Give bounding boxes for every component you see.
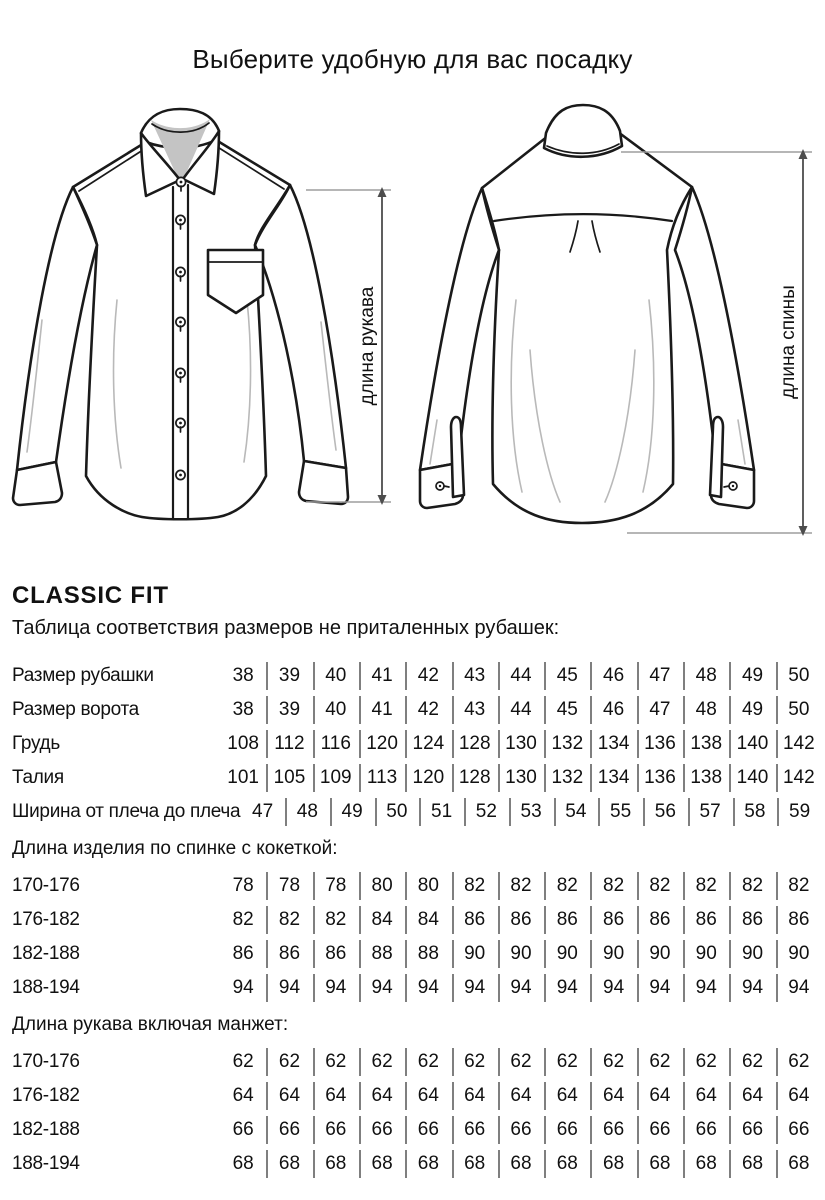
size-cell: 59 [777, 795, 822, 829]
size-cell: 86 [232, 943, 254, 964]
row-label: 170-176 [12, 1051, 80, 1072]
row-values [220, 971, 822, 1005]
size-cell: 86 [266, 937, 312, 971]
size-cell: 86 [776, 903, 822, 937]
size-cell: 68 [232, 1153, 254, 1174]
size-cell: 82 [498, 869, 544, 903]
size-cell: 49 [729, 659, 775, 693]
size-cell: 66 [452, 1113, 498, 1147]
size-cell: 38 [232, 699, 254, 720]
size-cell: 128 [452, 727, 498, 761]
size-cell: 50 [776, 693, 822, 727]
size-cell: 62 [637, 1045, 683, 1079]
size-cell: 62 [405, 1045, 451, 1079]
size-cell: 94 [498, 971, 544, 1005]
size-cell: 44 [498, 693, 544, 727]
size-cell: 66 [266, 1113, 312, 1147]
size-cell: 94 [590, 971, 636, 1005]
size-cell: 64 [498, 1079, 544, 1113]
size-cell: 86 [498, 903, 544, 937]
size-cell: 94 [683, 971, 729, 1005]
size-cell: 66 [729, 1113, 775, 1147]
size-cell: 62 [452, 1045, 498, 1079]
arrow-down-icon [799, 526, 808, 536]
size-cell: 49 [729, 693, 775, 727]
size-cell: 57 [688, 795, 733, 829]
row-label: 182-188 [12, 943, 80, 964]
size-cell: 47 [252, 801, 274, 822]
size-cell: 94 [266, 971, 312, 1005]
row-label: Размер рубашки [12, 665, 154, 686]
size-cell: 94 [729, 971, 775, 1005]
size-cell: 46 [590, 693, 636, 727]
size-cell: 50 [375, 795, 420, 829]
row-label: 188-194 [12, 1153, 80, 1174]
row-label: 188-194 [12, 977, 80, 998]
size-cell: 68 [729, 1147, 775, 1181]
table-row [12, 1045, 822, 1079]
size-cell: 41 [359, 693, 405, 727]
size-cell: 47 [637, 659, 683, 693]
row-label: Ширина от плеча до плеча [12, 801, 241, 822]
size-cell: 66 [590, 1113, 636, 1147]
size-cell: 138 [683, 727, 729, 761]
size-cell: 62 [266, 1045, 312, 1079]
size-cell: 80 [405, 869, 451, 903]
row-values [220, 1147, 822, 1181]
size-cell: 88 [359, 937, 405, 971]
size-cell: 52 [464, 795, 509, 829]
size-cell: 94 [359, 971, 405, 1005]
size-cell: 120 [405, 761, 451, 795]
row-values [220, 937, 822, 971]
size-cell: 82 [266, 903, 312, 937]
size-cell: 82 [452, 869, 498, 903]
arrow-up-icon [378, 187, 387, 197]
size-cell: 84 [359, 903, 405, 937]
size-cell: 136 [637, 761, 683, 795]
table-row [12, 1079, 822, 1113]
size-cell: 48 [285, 795, 330, 829]
size-cell: 105 [266, 761, 312, 795]
size-cell: 132 [544, 727, 590, 761]
size-cell: 56 [643, 795, 688, 829]
size-cell: 48 [683, 659, 729, 693]
arrow-up-icon [799, 149, 808, 159]
size-cell: 82 [544, 869, 590, 903]
size-cell: 101 [227, 767, 259, 788]
size-cell: 39 [266, 659, 312, 693]
size-cell: 62 [776, 1045, 822, 1079]
button [176, 470, 185, 479]
size-cell: 82 [776, 869, 822, 903]
size-cell: 38 [232, 665, 254, 686]
table-row [12, 937, 822, 971]
size-cell: 66 [637, 1113, 683, 1147]
size-cell: 66 [359, 1113, 405, 1147]
size-cell: 64 [452, 1079, 498, 1113]
size-cell: 82 [683, 869, 729, 903]
size-cell: 86 [452, 903, 498, 937]
size-cell: 68 [637, 1147, 683, 1181]
size-cell: 138 [683, 761, 729, 795]
table-row [12, 1147, 822, 1181]
size-cell: 86 [544, 903, 590, 937]
front-right-cuff [299, 461, 348, 504]
size-cell: 62 [729, 1045, 775, 1079]
size-cell: 78 [266, 869, 312, 903]
table-row [12, 903, 822, 937]
row-label: 170-176 [12, 875, 80, 896]
size-cell: 94 [637, 971, 683, 1005]
table-row [12, 795, 822, 829]
size-cell: 142 [776, 761, 822, 795]
size-cell: 94 [405, 971, 451, 1005]
size-cell: 78 [232, 875, 254, 896]
size-cell: 130 [498, 727, 544, 761]
size-cell: 120 [359, 727, 405, 761]
size-cell: 68 [683, 1147, 729, 1181]
size-cell: 134 [590, 761, 636, 795]
size-cell: 82 [590, 869, 636, 903]
back-shirt-drawing [420, 105, 754, 523]
size-cell: 94 [452, 971, 498, 1005]
size-cell: 62 [359, 1045, 405, 1079]
size-cell: 68 [776, 1147, 822, 1181]
table-section-header: Длина изделия по спинке с кокеткой: [12, 838, 338, 859]
front-shirt-body [73, 140, 290, 519]
table-row [12, 693, 822, 727]
row-values [220, 693, 822, 727]
size-cell: 40 [313, 659, 359, 693]
front-left-cuff [13, 462, 62, 505]
table-row [12, 727, 822, 761]
size-cell: 84 [405, 903, 451, 937]
size-cell: 140 [729, 761, 775, 795]
row-values [220, 659, 822, 693]
size-cell: 132 [544, 761, 590, 795]
size-cell: 136 [637, 727, 683, 761]
row-values [220, 869, 822, 903]
size-cell: 94 [313, 971, 359, 1005]
row-label: Грудь [12, 733, 60, 754]
size-cell: 58 [733, 795, 778, 829]
size-cell: 66 [683, 1113, 729, 1147]
front-shirt-drawing [13, 109, 348, 519]
size-cell: 134 [590, 727, 636, 761]
page-title: Выберите удобную для вас посадку [192, 44, 633, 74]
table-row [12, 659, 822, 693]
size-cell: 62 [498, 1045, 544, 1079]
size-cell: 88 [405, 937, 451, 971]
size-cell: 86 [729, 903, 775, 937]
row-values [240, 795, 822, 829]
size-cell: 45 [544, 659, 590, 693]
size-cell: 49 [330, 795, 375, 829]
size-cell: 62 [313, 1045, 359, 1079]
size-cell: 43 [452, 693, 498, 727]
shirt-measurement-diagram [0, 90, 825, 545]
size-cell: 90 [498, 937, 544, 971]
row-label: 176-182 [12, 1085, 80, 1106]
size-cell: 66 [313, 1113, 359, 1147]
size-cell: 40 [313, 693, 359, 727]
size-cell: 94 [544, 971, 590, 1005]
size-cell: 64 [729, 1079, 775, 1113]
size-cell: 90 [776, 937, 822, 971]
back-left-placket [451, 417, 464, 497]
size-cell: 94 [232, 977, 254, 998]
row-values [220, 1079, 822, 1113]
size-cell: 54 [554, 795, 599, 829]
size-cell: 42 [405, 659, 451, 693]
size-cell: 128 [452, 761, 498, 795]
size-cell: 64 [683, 1079, 729, 1113]
row-values [220, 1045, 822, 1079]
table-section-header: Длина рукава включая манжет: [12, 1014, 289, 1035]
size-cell: 130 [498, 761, 544, 795]
size-cell: 82 [313, 903, 359, 937]
size-cell: 66 [544, 1113, 590, 1147]
size-cell: 82 [232, 909, 254, 930]
size-cell: 124 [405, 727, 451, 761]
size-cell: 68 [405, 1147, 451, 1181]
size-cell: 90 [590, 937, 636, 971]
size-cell: 66 [498, 1113, 544, 1147]
row-values [220, 727, 822, 761]
size-cell: 68 [452, 1147, 498, 1181]
size-cell: 64 [590, 1079, 636, 1113]
table-row [12, 869, 822, 903]
row-label: Размер ворота [12, 699, 139, 720]
size-cell: 90 [637, 937, 683, 971]
size-cell: 62 [232, 1051, 254, 1072]
size-cell: 62 [590, 1045, 636, 1079]
row-values [220, 1113, 822, 1147]
size-cell: 68 [590, 1147, 636, 1181]
size-cell: 90 [729, 937, 775, 971]
size-cell: 68 [498, 1147, 544, 1181]
size-cell: 78 [313, 869, 359, 903]
size-cell: 64 [405, 1079, 451, 1113]
size-cell: 66 [232, 1119, 254, 1140]
size-cell: 68 [313, 1147, 359, 1181]
size-cell: 82 [729, 869, 775, 903]
row-values [220, 761, 822, 795]
size-cell: 64 [359, 1079, 405, 1113]
size-cell: 68 [544, 1147, 590, 1181]
size-cell: 48 [683, 693, 729, 727]
size-cell: 45 [544, 693, 590, 727]
table-row [12, 971, 822, 1005]
table-subtitle: Таблица соответствия размеров не приталенных рубашек: [12, 617, 560, 639]
size-cell: 51 [419, 795, 464, 829]
size-cell: 64 [544, 1079, 590, 1113]
size-cell: 94 [776, 971, 822, 1005]
size-cell: 86 [637, 903, 683, 937]
table-row [12, 761, 822, 795]
sleeve-length-label: длина рукава [357, 286, 378, 406]
size-cell: 62 [544, 1045, 590, 1079]
arrow-down-icon [378, 495, 387, 505]
size-cell: 62 [683, 1045, 729, 1079]
row-label: 182-188 [12, 1119, 80, 1140]
fit-heading: CLASSIC FIT [12, 582, 169, 609]
size-cell: 142 [776, 727, 822, 761]
size-cell: 90 [544, 937, 590, 971]
size-cell: 68 [359, 1147, 405, 1181]
size-cell: 64 [776, 1079, 822, 1113]
size-cell: 90 [452, 937, 498, 971]
row-label: Талия [12, 767, 64, 788]
size-cell: 47 [637, 693, 683, 727]
size-cell: 53 [509, 795, 554, 829]
size-cell: 82 [637, 869, 683, 903]
size-cell: 44 [498, 659, 544, 693]
size-cell: 66 [405, 1113, 451, 1147]
size-cell: 50 [776, 659, 822, 693]
back-length-label: длина спины [778, 285, 799, 399]
size-cell: 90 [683, 937, 729, 971]
size-cell: 64 [313, 1079, 359, 1113]
back-right-placket [710, 417, 723, 497]
size-cell: 64 [637, 1079, 683, 1113]
table-row [12, 1113, 822, 1147]
size-cell: 116 [313, 727, 359, 761]
size-cell: 86 [590, 903, 636, 937]
size-cell: 113 [359, 761, 405, 795]
size-cell: 140 [729, 727, 775, 761]
row-label: 176-182 [12, 909, 80, 930]
size-cell: 66 [776, 1113, 822, 1147]
size-cell: 64 [266, 1079, 312, 1113]
size-cell: 108 [227, 733, 259, 754]
size-cell: 86 [313, 937, 359, 971]
size-cell: 112 [266, 727, 312, 761]
size-cell: 42 [405, 693, 451, 727]
row-values [220, 903, 822, 937]
size-cell: 86 [683, 903, 729, 937]
size-cell: 68 [266, 1147, 312, 1181]
size-cell: 109 [313, 761, 359, 795]
size-cell: 64 [232, 1085, 254, 1106]
size-cell: 39 [266, 693, 312, 727]
size-cell: 46 [590, 659, 636, 693]
size-table [12, 659, 822, 1181]
front-left-sleeve [17, 187, 97, 470]
size-cell: 41 [359, 659, 405, 693]
size-cell: 80 [359, 869, 405, 903]
size-cell: 43 [452, 659, 498, 693]
size-cell: 55 [598, 795, 643, 829]
